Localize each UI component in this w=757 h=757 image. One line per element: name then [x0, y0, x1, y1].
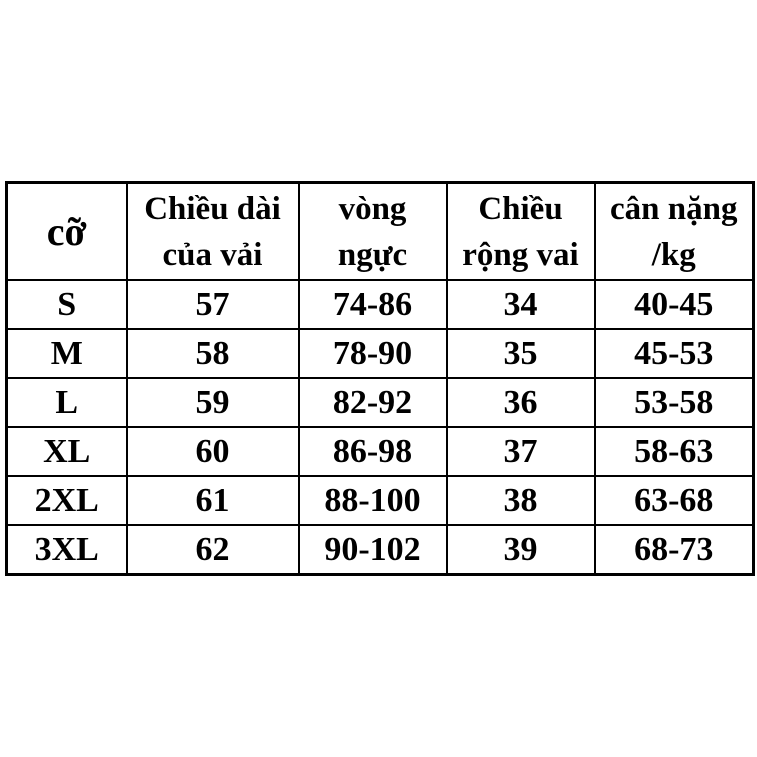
cell-chest: 90-102: [299, 525, 447, 575]
cell-length: 58: [127, 329, 299, 378]
cell-shoulder: 38: [447, 476, 595, 525]
header-shoulder-line-1: Chiều: [478, 190, 563, 227]
header-shoulder-line-2: rộng vai: [462, 236, 579, 273]
cell-size: S: [7, 280, 127, 329]
header-size: cỡ: [7, 183, 127, 281]
cell-length: 57: [127, 280, 299, 329]
cell-weight: 63-68: [595, 476, 754, 525]
cell-length: 61: [127, 476, 299, 525]
header-weight: [595, 183, 754, 281]
cell-shoulder: 36: [447, 378, 595, 427]
cell-chest: 78-90: [299, 329, 447, 378]
cell-shoulder: 35: [447, 329, 595, 378]
table-row: [7, 476, 754, 525]
cell-chest: 74-86: [299, 280, 447, 329]
cell-size: 2XL: [7, 476, 127, 525]
table-row: [7, 378, 754, 427]
cell-shoulder: 34: [447, 280, 595, 329]
table-row: [7, 329, 754, 378]
table-row: [7, 525, 754, 575]
header-length-line-1: Chiều dài: [144, 190, 281, 227]
header-length: [127, 183, 299, 281]
cell-size: XL: [7, 427, 127, 476]
header-weight-line-1: cân nặng: [610, 190, 738, 227]
cell-size: L: [7, 378, 127, 427]
cell-weight: 68-73: [595, 525, 754, 575]
header-chest: [299, 183, 447, 281]
cell-length: 60: [127, 427, 299, 476]
header-shoulder: [447, 183, 595, 281]
cell-length: 62: [127, 525, 299, 575]
header-row: [7, 183, 754, 281]
cell-size: M: [7, 329, 127, 378]
cell-shoulder: 39: [447, 525, 595, 575]
cell-chest: 82-92: [299, 378, 447, 427]
table-row: [7, 427, 754, 476]
header-chest-line-1: vòng: [338, 190, 407, 227]
cell-length: 59: [127, 378, 299, 427]
cell-size: 3XL: [7, 525, 127, 575]
header-length-line-2: của vải: [162, 236, 263, 273]
header-chest-line-2: ngực: [337, 236, 408, 273]
cell-weight: 58-63: [595, 427, 754, 476]
cell-weight: 53-58: [595, 378, 754, 427]
cell-chest: 86-98: [299, 427, 447, 476]
cell-weight: 45-53: [595, 329, 754, 378]
cell-weight: 40-45: [595, 280, 754, 329]
header-weight-line-2: /kg: [651, 236, 696, 273]
cell-chest: 88-100: [299, 476, 447, 525]
table-row: [7, 280, 754, 329]
cell-shoulder: 37: [447, 427, 595, 476]
size-chart-table: [5, 181, 755, 576]
